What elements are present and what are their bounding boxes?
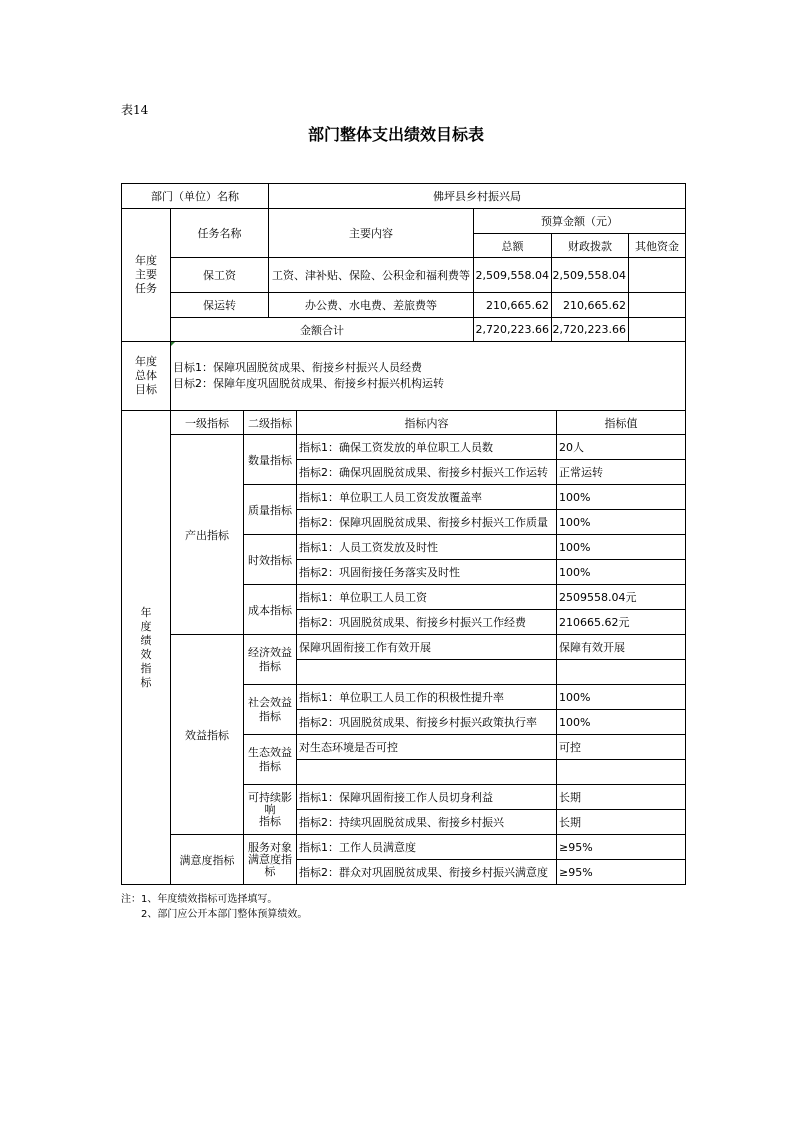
quantity-indicator-label: 数量指标	[244, 435, 297, 485]
sum-total: 2,720,223.66	[474, 318, 552, 342]
satisfaction-indicator-label: 满意度指标	[171, 835, 244, 885]
indicator-value: 100%	[557, 685, 686, 710]
indicator-value: 100%	[557, 535, 686, 560]
level2-header: 二级指标	[244, 411, 297, 435]
indicator-content: 指标2：保障巩固脱贫成果、衔接乡村振兴工作质量	[297, 510, 557, 535]
sum-label: 金额合计	[171, 318, 474, 342]
indicator-value: 可控	[557, 735, 686, 760]
indicator-content	[297, 760, 557, 785]
indicator-value: 长期	[557, 810, 686, 835]
indicator-content-header: 指标内容	[297, 411, 557, 435]
indicator-content: 指标1：单位职工人员工作的积极性提升率	[297, 685, 557, 710]
indicator-content: 指标1：保障巩固衔接工作人员切身利益	[297, 785, 557, 810]
quality-indicator-label: 质量指标	[244, 485, 297, 535]
task-content: 工资、津补贴、保险、公积金和福利费等	[269, 258, 474, 293]
indicator-value	[557, 660, 686, 685]
output-indicator-label: 产出指标	[171, 435, 244, 635]
indicator-value: ≥95%	[557, 835, 686, 860]
dept-name-value: 佛坪县乡村振兴局	[269, 184, 686, 209]
indicator-value-header: 指标值	[557, 411, 686, 435]
note-line: 注：1、年度绩效指标可选择填写。	[121, 894, 278, 905]
goal-line: 目标1：保障巩固脱贫成果、衔接乡村振兴人员经费	[173, 361, 422, 374]
indicator-value: ≥95%	[557, 860, 686, 885]
service-satisfaction-label: 服务对象 满意度指 标	[244, 835, 297, 885]
time-indicator-label: 时效指标	[244, 535, 297, 585]
cost-indicator-label: 成本指标	[244, 585, 297, 635]
task-name: 保工资	[171, 258, 269, 293]
indicator-value: 100%	[557, 710, 686, 735]
task-fiscal: 210,665.62	[552, 293, 629, 318]
task-name: 保运转	[171, 293, 269, 318]
indicator-content: 指标2：确保巩固脱贫成果、衔接乡村振兴工作运转	[297, 460, 557, 485]
table-number: 表14	[121, 103, 149, 117]
annual-tasks-label: 年度 主要 任务	[122, 209, 171, 342]
indicator-value: 长期	[557, 785, 686, 810]
indicator-content: 指标1：单位职工人员工资	[297, 585, 557, 610]
indicator-content: 指标1：单位职工人员工资发放覆盖率	[297, 485, 557, 510]
goals-table	[121, 341, 686, 411]
indicator-value	[557, 760, 686, 785]
annual-goals-label: 年度 总体 目标	[122, 342, 171, 411]
indicator-content: 指标1：工作人员满意度	[297, 835, 557, 860]
indicator-content: 指标2：巩固衔接任务落实及时性	[297, 560, 557, 585]
social-indicator-label: 社会效益 指标	[244, 685, 297, 735]
note-line: 2、部门应公开本部门整体预算绩效。	[141, 909, 308, 920]
ecological-indicator-label: 生态效益 指标	[244, 735, 297, 785]
task-name-header: 任务名称	[171, 209, 269, 258]
dept-name-label: 部门（单位）名称	[122, 184, 269, 209]
goal-line: 目标2：保障年度巩固脱贫成果、衔接乡村振兴机构运转	[173, 377, 444, 390]
document-title: 部门整体支出绩效目标表	[307, 125, 484, 144]
indicator-content: 对生态环境是否可控	[297, 735, 557, 760]
budget-header: 预算金额（元）	[474, 209, 686, 234]
indicator-value: 100%	[557, 485, 686, 510]
task-total: 210,665.62	[474, 293, 552, 318]
indicator-content	[297, 660, 557, 685]
task-other	[629, 293, 686, 318]
fiscal-header: 财政拨款	[552, 234, 629, 258]
indicator-value: 210665.62元	[557, 610, 686, 635]
indicator-content: 指标1：确保工资发放的单位职工人员数	[297, 435, 557, 460]
indicator-value: 100%	[557, 510, 686, 535]
indicator-content: 指标2：群众对巩固脱贫成果、衔接乡村振兴满意度	[297, 860, 557, 885]
indicator-value: 正常运转	[557, 460, 686, 485]
tasks-table	[121, 183, 686, 342]
sum-fiscal: 2,720,223.66	[552, 318, 629, 342]
indicators-table	[121, 410, 686, 885]
main-content-header: 主要内容	[269, 209, 474, 258]
indicator-value: 保障有效开展	[557, 635, 686, 660]
indicator-content: 指标1：人员工资发放及时性	[297, 535, 557, 560]
economic-indicator-label: 经济效益 指标	[244, 635, 297, 685]
total-header: 总额	[474, 234, 552, 258]
sustainable-indicator-label: 可持续影 响 指标	[244, 785, 297, 835]
indicator-content: 保障巩固衔接工作有效开展	[297, 635, 557, 660]
level1-header: 一级指标	[171, 411, 244, 435]
sum-other	[629, 318, 686, 342]
task-content: 办公费、水电费、差旅费等	[269, 293, 474, 318]
indicator-value: 20人	[557, 435, 686, 460]
indicator-content: 指标2：持续巩固脱贫成果、衔接乡村振兴	[297, 810, 557, 835]
task-total: 2,509,558.04	[474, 258, 552, 293]
task-fiscal: 2,509,558.04	[552, 258, 629, 293]
annual-indicators-label: 年 度 绩 效 指 标	[122, 411, 171, 885]
task-other	[629, 258, 686, 293]
indicator-value: 100%	[557, 560, 686, 585]
indicator-value: 2509558.04元	[557, 585, 686, 610]
indicator-content: 指标2：巩固脱贫成果、衔接乡村振兴政策执行率	[297, 710, 557, 735]
other-funds-header: 其他资金	[629, 234, 686, 258]
benefit-indicator-label: 效益指标	[171, 635, 244, 835]
indicator-content: 指标2：巩固脱贫成果、衔接乡村振兴工作经费	[297, 610, 557, 635]
